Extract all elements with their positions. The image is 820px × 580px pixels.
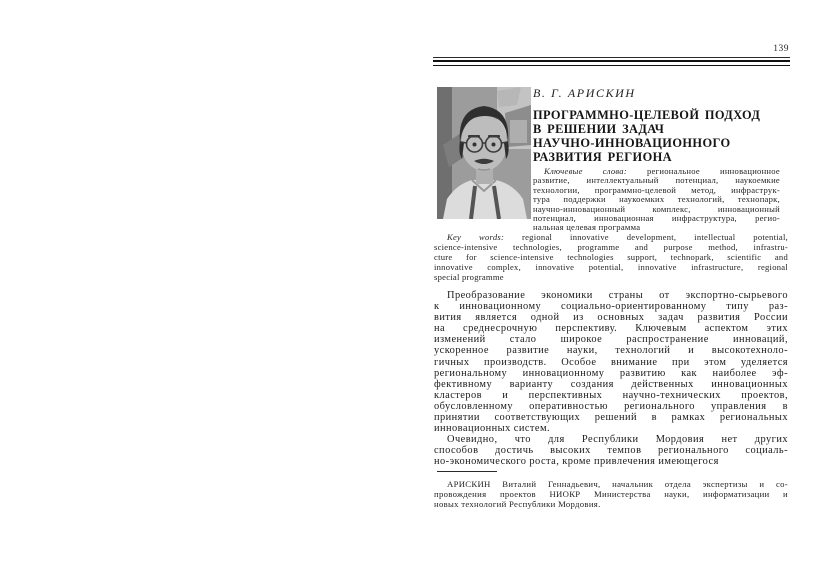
footnote-rule xyxy=(437,471,497,472)
article-title: ПРОГРАММНО-ЦЕЛЕВОЙ ПОДХОД В РЕШЕНИИ ЗАДАЧ НАУЧНО-ИННОВАЦИОННОГО РАЗВИТИЯ РЕГИОНА xyxy=(533,108,761,164)
author-name: В. Г. АРИСКИН xyxy=(533,86,636,100)
body-paragraph-2: Очевидно, что для Республики Мордовия нет других способов достичь высоких темпов регионального социаль- но-экономического роста, кроме привлечения имеющегося xyxy=(434,434,788,468)
author-photo xyxy=(437,87,531,219)
footnote: АРИСКИН Виталий Геннадьевич, начальник отдела экспертизы и со- провождения проектов НИОКР Министерства науки, информатизации и новых технологий Республики Мордовия. xyxy=(434,479,788,509)
header-rule-thin xyxy=(433,57,790,58)
article-body xyxy=(434,290,788,468)
keywords-english: Key words: regional innovative development, intellectual potential, science-intensive technologies, programme and purpose method, infrastru- cture for science-intensive technologies support, technopark, scientific and innovative complex, innovative potential, innovative infrastructure, regional special programme xyxy=(434,232,788,282)
header-rule-double xyxy=(433,60,790,66)
page-number: 139 xyxy=(773,44,789,54)
body-paragraph-1: Преобразование экономики страны от экспортно-сырьевого к инновационному социально-ориентированному типу раз- вития является одной из основных задач развития России на среднесрочную перспективу. Ключевым аспектом этих изменений стало широкое распространение инноваций, ускоренное развитие науки, технологий и высокотехноло- гичных производств. Особое внимание при этом уделяется региональному инновационному развитию как наиболее эф- фективному варианту создания действенных инновационных кластеров и перспективных научно-технических проектов, обусловленному оперативностью регионального управления в принятии соответствующих решений в рамках региональных инновационных систем. xyxy=(434,290,788,435)
keywords-russian: Ключевые слова: региональное инновационное развитие, интеллектуальный потенциал, наукоемкие технологии, программно-целевой метод, инфраструк- тура поддержки наукоемких технологий, технопарк, научно-инновационный комплекс, инновационный потенциал, инновационная инфраструктура, регио- нальная целевая программа xyxy=(533,166,780,233)
